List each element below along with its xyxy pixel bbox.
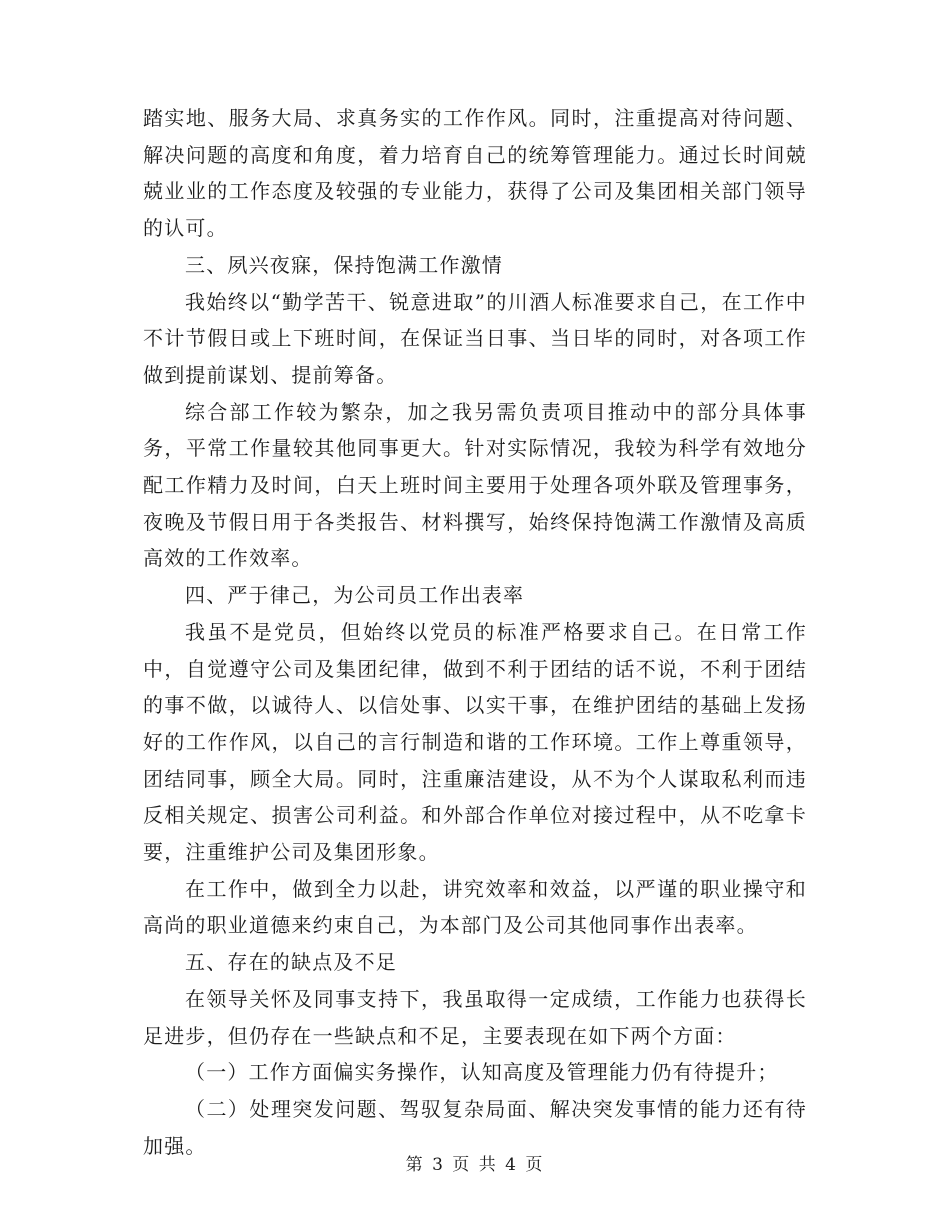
body-paragraph: 我始终以“勤学苦干、锐意进取”的川酒人标准要求自己，在工作中不计节假日或上下班时间，在保证当日事、当日毕的同时，对各项工作做到提前谋划、提前筹备。 — [143, 289, 807, 387]
body-paragraph: 踏实地、服务大局、求真务实的工作作风。同时，注重提高对待问题、解决问题的高度和角度，着力培育自己的统筹管理能力。通过长时间兢兢业业的工作态度及较强的专业能力，获得了公司及集团相关部门领导的认可。 — [143, 106, 807, 241]
list-item: （二）处理突发问题、驾驭复杂局面、解决突发事情的能力还有待加强。 — [143, 1096, 807, 1158]
page-number-footer: 第 3 页 共 4 页 — [405, 1155, 545, 1175]
body-paragraph: 在领导关怀及同事支持下，我虽取得一定成绩，工作能力也获得长足进步，但仍存在一些缺点和不足，主要表现在如下两个方面： — [143, 986, 807, 1048]
section-heading: 三、夙兴夜寐，保持饱满工作激情 — [185, 252, 503, 277]
document-body — [143, 100, 807, 1164]
body-paragraph: 我虽不是党员，但始终以党员的标准严格要求自己。在日常工作中，自觉遵守公司及集团纪律，做到不利于团结的话不说，不利于团结的事不做，以诚待人、以信处事、以实干事，在维护团结的基础上发扬好的工作作风，以自己的言行制造和谐的工作环境。工作上尊重领导，团结同事，顾全大局。同时，注重廉洁建设，从不为个人谋取私利而违反相关规定、损害公司利益。和外部合作单位对接过程中，从不吃拿卡要，注重维护公司及集团形象。 — [143, 619, 807, 865]
body-paragraph: 在工作中，做到全力以赴，讲究效率和效益，以严谨的职业操守和高尚的职业道德来约束自己，为本部门及公司其他同事作出表率。 — [143, 876, 807, 938]
body-paragraph: 综合部工作较为繁杂，加之我另需负责项目推动中的部分具体事务，平常工作量较其他同事更大。针对实际情况，我较为科学有效地分配工作精力及时间，白天上班时间主要用于处理各项外联及管理事务，夜晚及节假日用于各类报告、材料撰写，始终保持饱满工作激情及高质高效的工作效率。 — [143, 399, 807, 571]
section-heading: 五、存在的缺点及不足 — [185, 950, 397, 975]
list-item: （一）工作方面偏实务操作，认知高度及管理能力仍有待提升； — [185, 1060, 779, 1085]
section-heading: 四、严于律己，为公司员工作出表率 — [185, 583, 525, 608]
